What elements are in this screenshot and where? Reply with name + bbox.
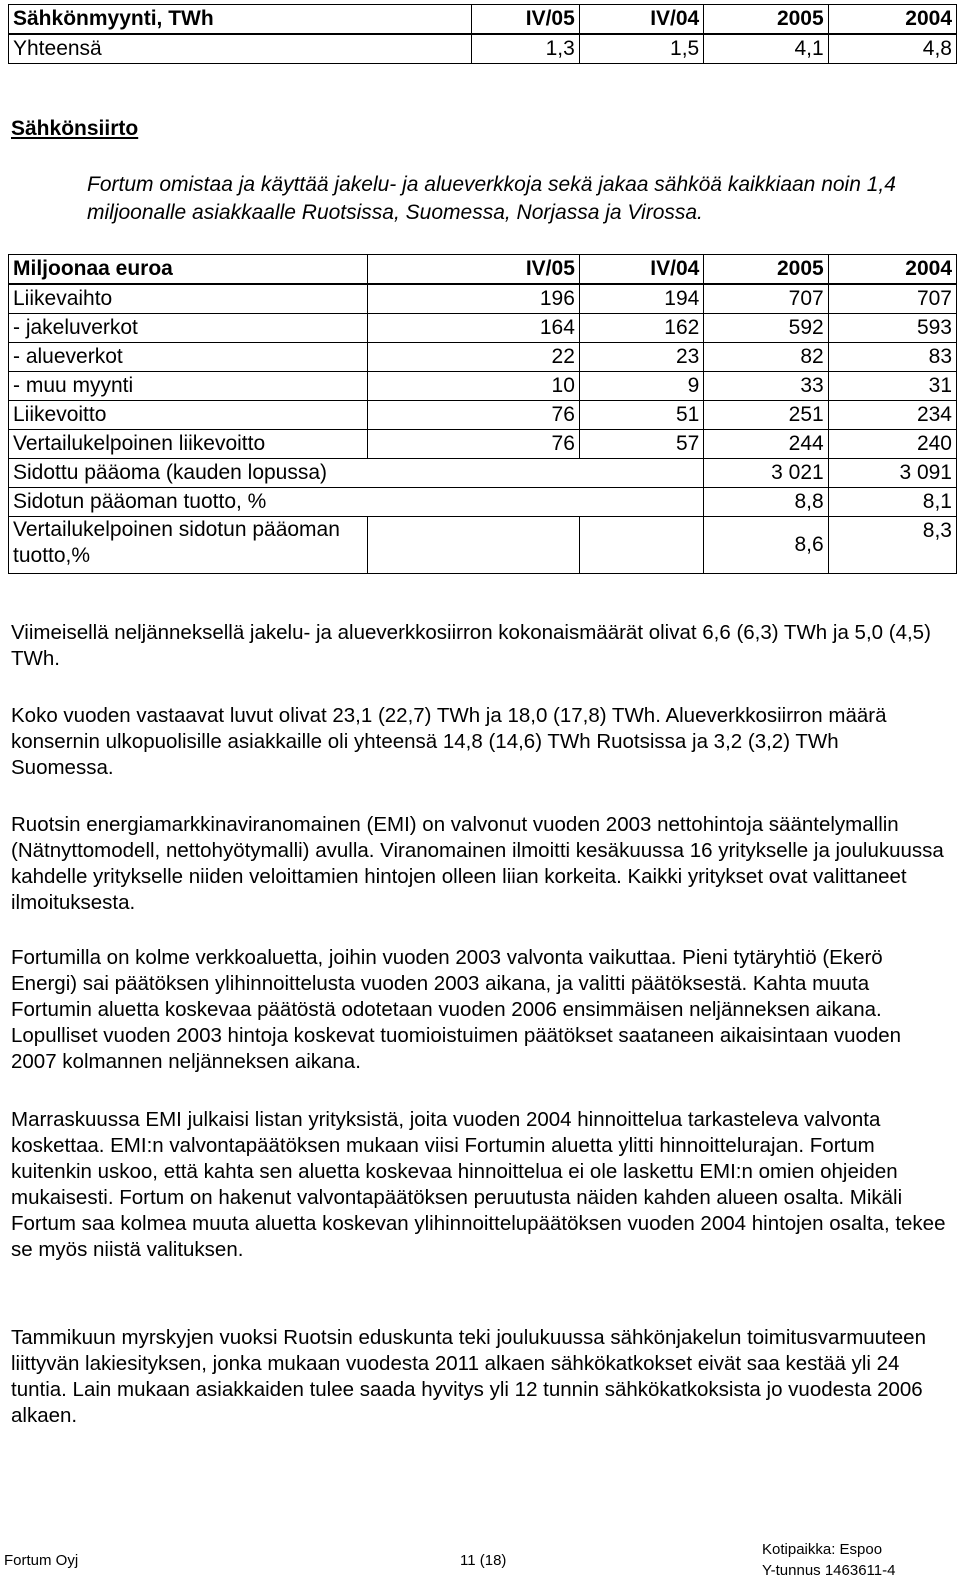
table-header-cell: Sähkönmyynti, TWh (9, 5, 472, 35)
table-cell: Liikevaihto (9, 284, 368, 314)
table-row (9, 34, 957, 64)
table-row (9, 430, 957, 459)
table-row (9, 314, 957, 343)
table-header-cell: 2004 (828, 255, 956, 285)
table-row (9, 343, 957, 372)
table-row (9, 488, 957, 517)
financials-table (8, 254, 957, 574)
table-header-cell: 2005 (704, 255, 828, 285)
footer-page-number: 11 (18) (460, 1552, 507, 1569)
paragraph: Tammikuun myrskyjen vuoksi Ruotsin eduskunta teki joulukuussa sähkönjakelun toimitusvarmuuteen liittyvän lakiesityksen, jonka mukaan vuodesta 2011 alkaen sähkökatkokset eivät saa kestää yli 24 tuntia. Lain mukaan asiakkaiden tulee saada hyvitys yli 12 tunnin sähkökatkoksista jo vuodesta 2006 alkaen. (11, 1326, 926, 1427)
footer-domicile: Kotipaikka: Espoo (762, 1541, 883, 1558)
table-cell: 51 (579, 401, 703, 430)
table-cell (579, 517, 703, 574)
table-header-cell: 2005 (704, 5, 828, 35)
table-cell: Liikevoitto (9, 401, 368, 430)
table-cell: 82 (704, 343, 828, 372)
table-cell: 1,3 (471, 34, 579, 64)
table-cell: 33 (704, 372, 828, 401)
footer-company: Fortum Oyj (4, 1552, 79, 1569)
table-cell: 22 (367, 343, 579, 372)
table-cell: 194 (579, 284, 703, 314)
paragraph: Viimeisellä neljänneksellä jakelu- ja alueverkkosiirron kokonaismäärät olivat 6,6 (6,3) TWh ja 5,0 (4,5) TWh. (11, 621, 931, 670)
table-cell: 76 (367, 401, 579, 430)
table-cell: - alueverkot (9, 343, 368, 372)
table-cell: 76 (367, 430, 579, 459)
table-cell: 8,6 (704, 517, 828, 574)
table-header-cell: 2004 (828, 5, 956, 35)
table-row (9, 459, 957, 488)
table-cell: - jakeluverkot (9, 314, 368, 343)
table-cell: 251 (704, 401, 828, 430)
table-cell: 4,1 (704, 34, 828, 64)
paragraph: Ruotsin energiamarkkinaviranomainen (EMI) on valvonut vuoden 2003 nettohintoja sääntelymallin (Nätnyttomodell, nettohyötymalli) avulla. Viranomainen ilmoitti kesäkuussa 16 yritykselle ja joulukuussa kahdelle yritykselle niiden veloittamien hintojen olleen liian korkeita. Kaikki yritykset ovat valittaneet ilmoituksesta. (11, 813, 944, 914)
table-cell: 707 (828, 284, 956, 314)
table-cell: 23 (579, 343, 703, 372)
table-header-cell: IV/04 (579, 5, 703, 35)
table-cell: 8,8 (704, 488, 828, 517)
table-cell: 196 (367, 284, 579, 314)
table-header-row (9, 255, 957, 285)
table-cell: 57 (579, 430, 703, 459)
table-cell: 234 (828, 401, 956, 430)
table-cell: 83 (828, 343, 956, 372)
table-row (9, 284, 957, 314)
section-title: Sähkönsiirto (11, 117, 139, 140)
table-cell: 707 (704, 284, 828, 314)
table-header-row (9, 5, 957, 35)
table-cell: - muu myynti (9, 372, 368, 401)
table-cell: 9 (579, 372, 703, 401)
table-row (9, 372, 957, 401)
electricity-sales-table (8, 4, 957, 64)
table-header-cell: IV/04 (579, 255, 703, 285)
table-cell: 4,8 (828, 34, 956, 64)
table-row (9, 401, 957, 430)
table-cell: 1,5 (579, 34, 703, 64)
table-cell: 8,3 (828, 517, 956, 574)
table-cell: 3 021 (704, 459, 828, 488)
table-cell: 162 (579, 314, 703, 343)
table-header-cell: IV/05 (367, 255, 579, 285)
table-cell: 3 091 (828, 459, 956, 488)
table-header-cell: IV/05 (471, 5, 579, 35)
table-cell: 240 (828, 430, 956, 459)
table-cell (367, 517, 579, 574)
table-cell: 31 (828, 372, 956, 401)
table-cell: 10 (367, 372, 579, 401)
table-cell: 593 (828, 314, 956, 343)
table-cell: Vertailukelpoinen liikevoitto (9, 430, 368, 459)
table-cell: Yhteensä (9, 34, 472, 64)
table-cell: 164 (367, 314, 579, 343)
table-cell: Sidotun pääoman tuotto, % (9, 488, 704, 517)
table-header-cell: Miljoonaa euroa (9, 255, 368, 285)
table-cell: 592 (704, 314, 828, 343)
section-intro: Fortum omistaa ja käyttää jakelu- ja alueverkkoja sekä jakaa sähköä kaikkiaan noin 1,4 miljoonalle asiakkaalle Ruotsissa, Suomessa, Norjassa ja Virossa. (87, 173, 896, 224)
footer-business-id: Y-tunnus 1463611-4 (762, 1562, 896, 1579)
table-cell: Vertailukelpoinen sidotun pääoman tuotto,% (9, 517, 368, 574)
table-cell: 244 (704, 430, 828, 459)
table-cell: 8,1 (828, 488, 956, 517)
paragraph: Fortumilla on kolme verkkoaluetta, joihin vuoden 2003 valvonta vaikuttaa. Pieni tytäryhtiö (Ekerö Energi) sai päätöksen ylihinnoittelusta vuoden 2003 aikana, ja valitti päätöksestä. Kahta muuta Fortumin aluetta koskevaa päätöstä odotetaan vuoden 2006 ensimmäisen neljänneksen aikana. Lopulliset vuoden 2003 hintoja koskevat tuomioistuimen päätökset saataneen aikaisintaan vuoden 2007 kolmannen neljänneksen aikana. (11, 946, 902, 1073)
paragraph: Marraskuussa EMI julkaisi listan yrityksistä, joita vuoden 2004 hinnoittelua tarkasteleva valvonta koskettaa. EMI:n valvontapäätöksen mukaan viisi Fortumin aluetta ylitti hinnoittelurajan. Fortum kuitenkin uskoo, että kahta sen aluetta koskevaa hinnoittelua ei ole laskettu EMI:n omien ohjeiden mukaisesti. Fortum on hakenut valvontapäätöksen peruutusta näiden kahden alueen osalta. Mikäli Fortum saa kolmea muuta aluetta koskevan ylihinnoittelupäätöksen vuoden 2004 hintojen osalta, tekee se myös niistä valituksen. (11, 1108, 946, 1261)
table-row (9, 517, 957, 574)
paragraph: Koko vuoden vastaavat luvut olivat 23,1 (22,7) TWh ja 18,0 (17,8) TWh. Alueverkkosiirron määrä konsernin ulkopuolisille asiakkaille oli yhteensä 14,8 (14,6) TWh Ruotsissa ja 3,2 (3,2) TWh Suomessa. (11, 704, 887, 779)
table-cell: Sidottu pääoma (kauden lopussa) (9, 459, 704, 488)
